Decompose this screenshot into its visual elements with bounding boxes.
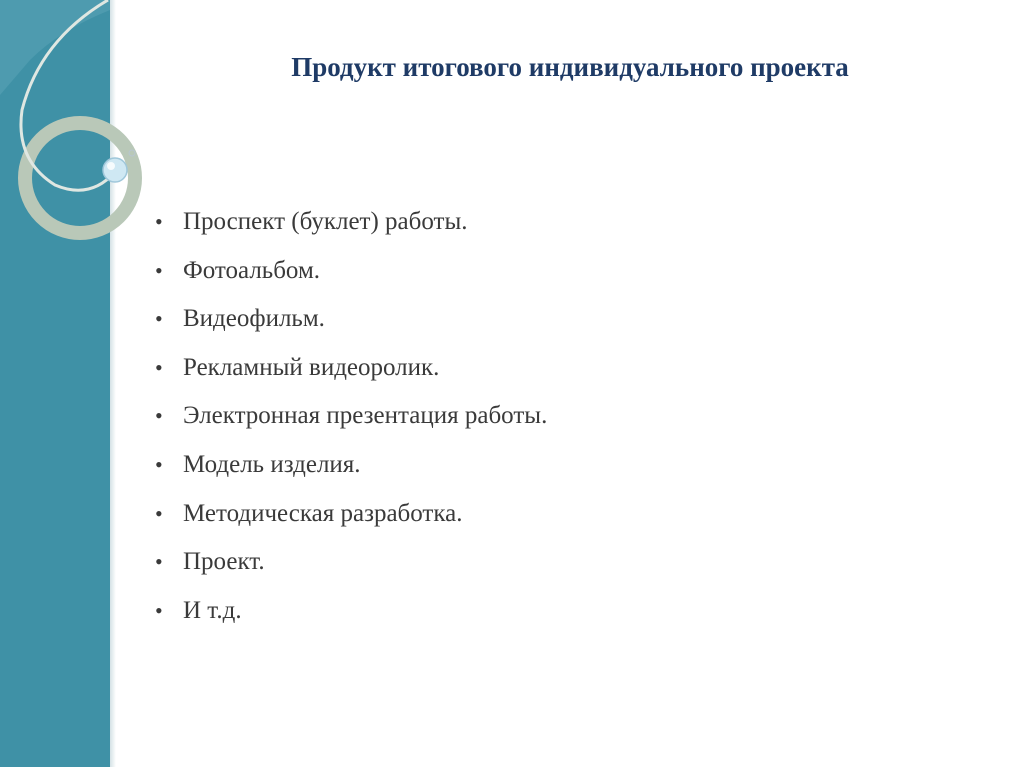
bullet-icon: • — [155, 403, 163, 429]
list-item — [155, 344, 547, 393]
list-item-text: Методическая разработка. — [183, 499, 463, 527]
list-item-text: Видеофильм. — [183, 305, 325, 333]
bullet-list — [155, 198, 547, 635]
list-item-text: Фотоальбом. — [183, 256, 321, 284]
bullet-icon: • — [155, 500, 163, 526]
list-item — [155, 538, 547, 587]
corner-glow — [0, 0, 110, 95]
list-item — [155, 392, 547, 441]
list-item — [155, 295, 547, 344]
bullet-icon: • — [155, 257, 163, 283]
decorative-rings — [0, 0, 180, 300]
bubble-large — [103, 158, 127, 182]
list-item — [155, 490, 547, 539]
list-item-text: Проспект (буклет) работы. — [183, 208, 468, 235]
bullet-icon: • — [155, 209, 163, 234]
bullet-icon: • — [155, 451, 163, 477]
list-item-text: Рекламный видеоролик. — [183, 353, 440, 381]
list-item — [155, 587, 547, 636]
bubble-highlight — [107, 162, 115, 170]
list-item — [155, 441, 547, 490]
slide-title: Продукт итогового индивидуального проекта — [291, 52, 849, 82]
bullet-icon: • — [155, 549, 163, 575]
bullet-icon: • — [155, 306, 163, 332]
list-item — [155, 198, 547, 247]
list-item-text: Электронная презентация работы. — [183, 402, 548, 430]
list-item — [155, 247, 547, 296]
list-item-text: И т.д. — [183, 596, 242, 624]
list-item-text: Проект. — [183, 548, 265, 576]
list-item-text: Модель изделия. — [183, 450, 361, 478]
bullet-icon: • — [155, 354, 163, 380]
bullet-icon: • — [155, 597, 163, 623]
